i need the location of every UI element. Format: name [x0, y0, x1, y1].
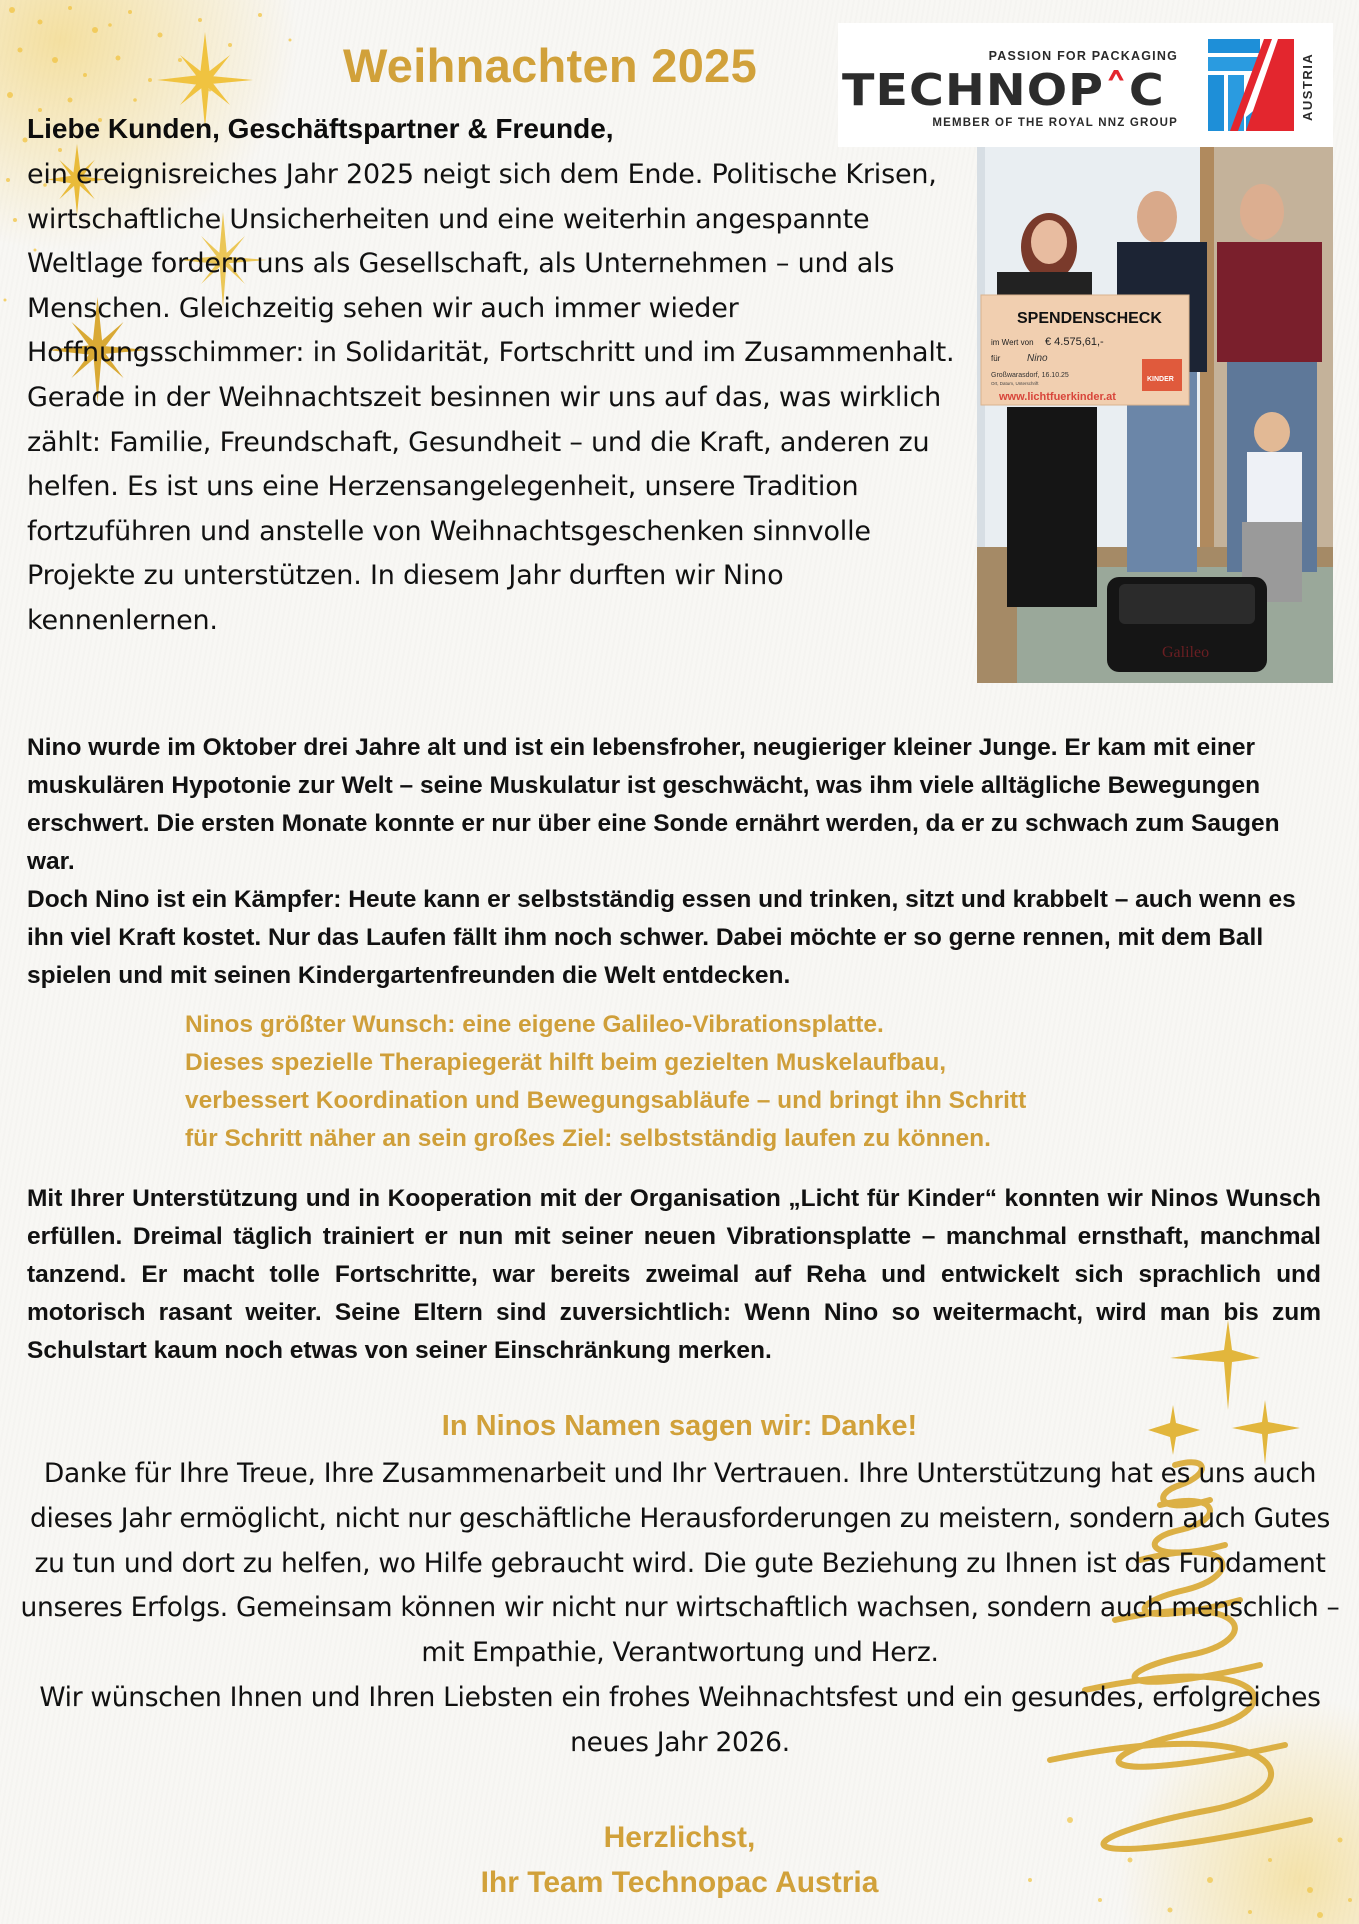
logo-wordmark-text: TECHNOP [842, 65, 1105, 116]
check-title: SPENDENSCHECK [1017, 310, 1162, 327]
wish-line: Dieses spezielle Therapiegerät hilft beim gezielten Muskelaufbau, [185, 1049, 947, 1076]
device-brand: Galileo [1162, 644, 1210, 661]
check-amount: € 4.575,61,- [1045, 336, 1104, 348]
thanks-paragraph: Danke für Ihre Treue, Ihre Zusammenarbeit und Ihr Vertrauen. Ihre Unterstützung hat es uns auch dieses Jahr ermöglicht, nicht nur geschäftliche Herausforderungen zu meistern, sondern auch Gutes zu tun und dort zu helfen, wo Hilfe gebraucht wird. Die gute Beziehung zu Ihnen ist das Fundament unseres Erfolgs. Gemeinsam können wir nicht nur wirtschaftlich wachsen, sondern auch menschlich – mit Empathie, Verantwortung und Herz. [20, 1458, 1340, 1669]
page-title: Weihnachten 2025 [343, 39, 758, 92]
logo-tagline-bottom: MEMBER OF THE ROYAL NNZ GROUP [932, 117, 1178, 129]
donation-photo [977, 147, 1333, 683]
thanks-paragraph: Wir wünschen Ihnen und Ihren Liebsten ein frohes Weihnachtsfest und ein gesundes, erfolgreiches neues Jahr 2026. [39, 1681, 1321, 1758]
thanks-text [20, 1452, 1340, 1766]
wish-line: verbessert Koordination und Bewegungsabläufe – und bringt ihn Schritt [185, 1087, 1027, 1114]
signoff-line: Herzlichst, [603, 1821, 756, 1854]
signoff-signature: Ihr Team Technopac Austria [480, 1866, 879, 1899]
thanks-heading: In Ninos Namen sagen wir: Danke! [441, 1410, 918, 1442]
logo-mark-icon [1208, 37, 1296, 133]
cooperation-paragraph: Mit Ihrer Unterstützung und in Kooperation mit der Organisation „Licht für Kinder“ konnten wir Ninos Wunsch erfüllen. Dreimal täglich trainiert er nun mit seiner neuen Vibrationsplatte – manchmal ernsthaft, manchmal tanzend. Er macht tolle Fortschritte, war bereits zweimal auf Reha und entwickelt sich sprachlich und motorisch rasant weiter. Seine Eltern sind zuversichtlich: Wenn Nino so weitermacht, wird man bis zum Schulstart kaum noch etwas von seiner Einschränkung merken. [27, 1185, 1321, 1364]
intro-text [27, 153, 972, 644]
logo-tagline-top: PASSION FOR PACKAGING [988, 49, 1178, 63]
intro-paragraph: Gerade in der Weihnachtszeit besinnen wir uns auf das, was wirklich zählt: Familie, Freundschaft, Gesundheit – und die Kraft, anderen zu helfen. Es ist uns eine Herzensangelegenheit, unsere Tradition fortzuführen und anstelle von Weihnachtsgeschenken sinnvolle Projekte zu unterstützen. In diesem Jahr durften wir Nino kennenlernen. [27, 381, 942, 636]
check-place-label: Ort, Datum, Unterschrift [991, 381, 1039, 386]
intro-paragraph: ein ereignisreiches Jahr 2025 neigt sich dem Ende. Politische Krisen, wirtschaftliche Unsicherheiten und eine weiterhin angespannte Weltlage fordern uns als Gesellschaft, als Unternehmen – und als Menschen. Gleichzeitig sehen wir auch immer wieder Hoffnungsschimmer: in Solidarität, Fortschritt und im Zusammenhalt. [27, 159, 955, 369]
check-place-date: Großwarasdorf, 16.10.25 [991, 372, 1069, 379]
technopac-logo [838, 23, 1333, 147]
logo-chevron-icon: ˄ [1104, 65, 1129, 116]
greeting-heading: Liebe Kunden, Geschäftspartner & Freunde, [27, 113, 614, 144]
wish-line: für Schritt näher an sein großes Ziel: selbstständig laufen zu können. [185, 1125, 991, 1152]
check-amount-label: im Wert von [991, 338, 1034, 347]
check-for-label: für [991, 354, 1001, 363]
story-paragraph: Nino wurde im Oktober drei Jahre alt und ist ein lebensfroher, neugieriger kleiner Junge. Er kam mit einer muskulären Hypotonie zur Welt – seine Muskulatur ist geschwächt, was ihm viele alltägliche Bewegungen erschwert. Die ersten Monate konnte er nur über eine Sonde ernährt werden, da er zu schwach zum Saugen war. [27, 734, 1280, 875]
story-paragraph: Doch Nino ist ein Kämpfer: Heute kann er selbstständig essen und trinken, sitzt und krabbelt – auch wenn es ihn viel Kraft kostet. Nur das Laufen fällt ihm noch schwer. Dabei möchte er so gerne rennen, mit dem Ball spielen und mit seinen Kindergartenfreunden die Welt entdecken. [27, 886, 1296, 989]
check-url: www.lichtfuerkinder.at [999, 391, 1116, 403]
logo-wordmark [842, 65, 1165, 116]
logo-country: AUSTRIA [1300, 52, 1315, 122]
signoff [0, 1815, 1359, 1905]
donation-photo-illustration [977, 147, 1333, 683]
wish-highlight [185, 1006, 1165, 1158]
check-for: Nino [1027, 353, 1048, 364]
check-badge: KINDER [1147, 376, 1174, 383]
story-text [27, 729, 1333, 995]
wish-line: Ninos größter Wunsch: eine eigene Galileo-Vibrationsplatte. [185, 1011, 884, 1038]
logo-wordmark-end: C [1128, 65, 1165, 116]
